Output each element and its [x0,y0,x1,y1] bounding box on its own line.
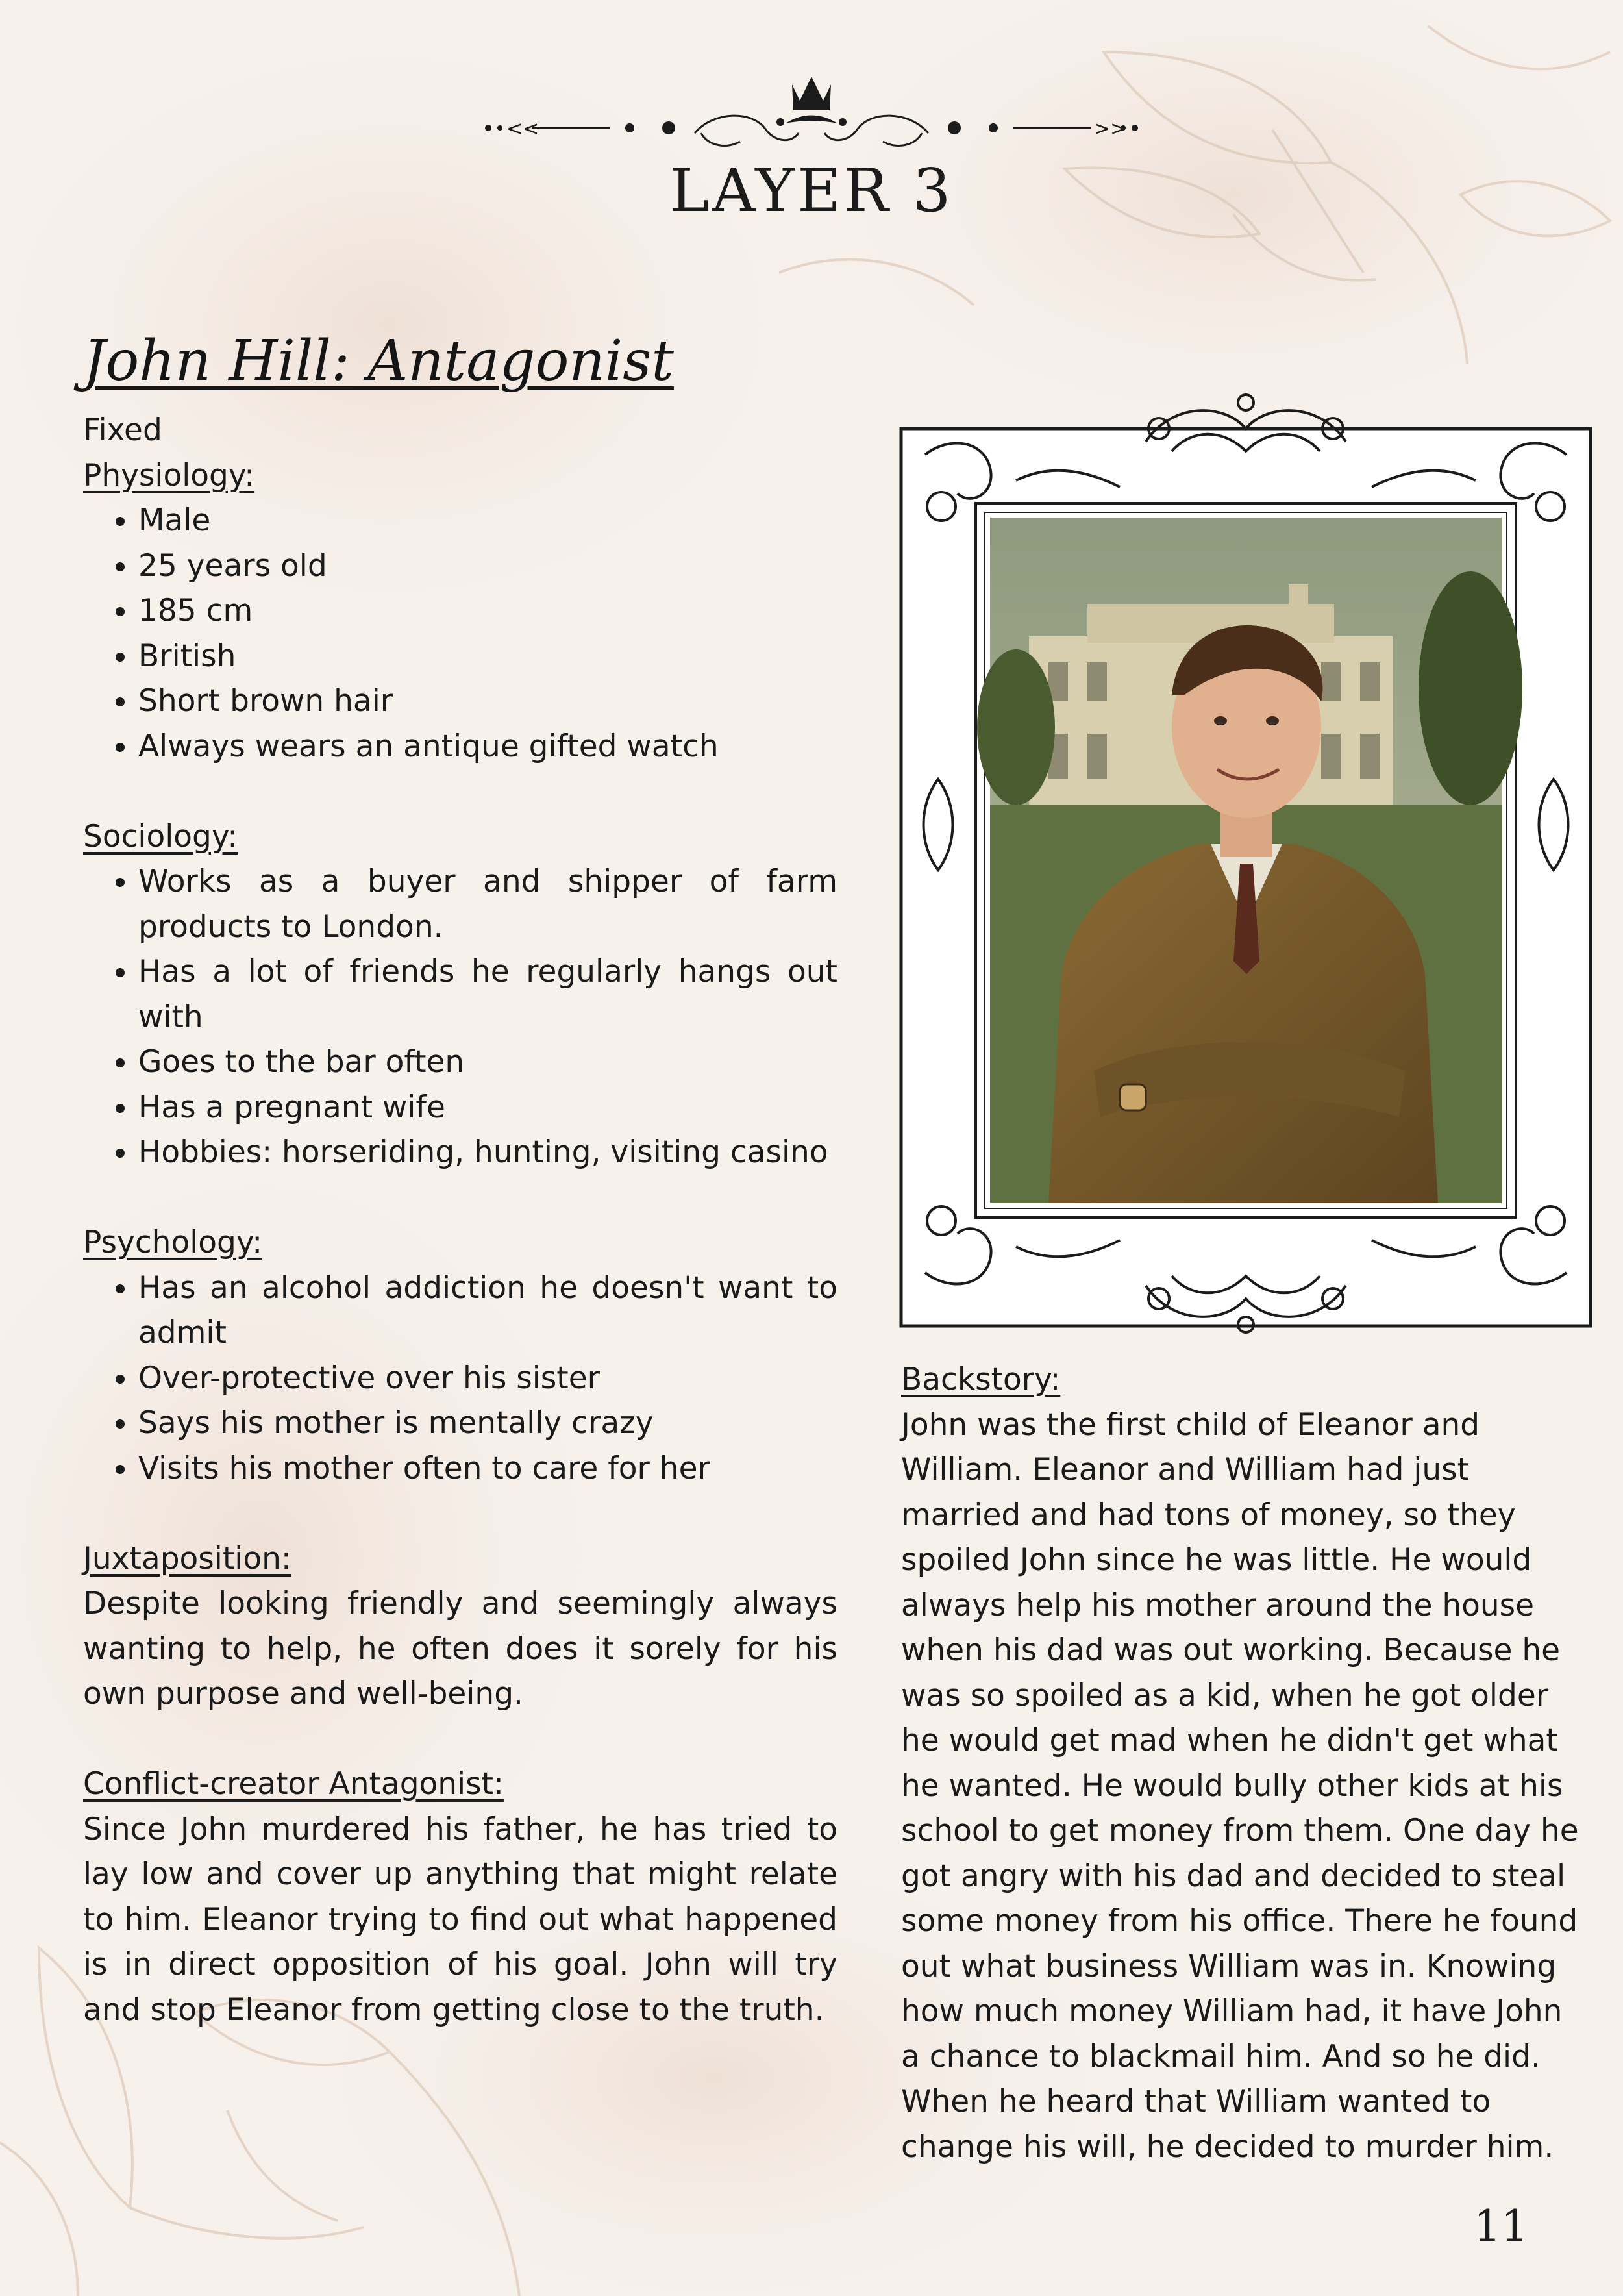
conflict-text: Since John murdered his father, he has tried to lay low and cover up anything that might relate to him. Eleanor trying to find out what happened is in direct opposition of his goal. John will try and stop Eleanor from getting close to the truth. [83,1811,837,2028]
physiology-heading: Physiology: [83,457,255,493]
character-profile [83,408,837,2032]
list-item: • 185 cm [138,588,837,634]
psychology-heading: Psychology: [83,1225,263,1260]
layer-title: LAYER 3 [669,156,954,225]
list-item: • Works as a buyer and shipper of farm products to London. [138,859,837,949]
list-item: • Visits his mother often to care for her [138,1446,837,1491]
backstory-heading: Backstory: [901,1362,1061,1397]
list-item: • Has an alcohol addiction he doesn't want to admit [138,1266,837,1356]
sociology-list [83,859,837,1175]
portrait-painting [977,518,1522,1203]
list-item: • 25 years old [138,543,837,589]
list-item: • Over-protective over his sister [138,1356,837,1401]
svg-text:>>: >> [1094,118,1127,140]
juxtaposition-heading: Juxtaposition: [83,1540,291,1577]
character-title: John Hill: Antagonist [83,329,674,393]
list-item: • Always wears an antique gifted watch [138,724,837,769]
portrait-frame [899,390,1592,1338]
conflict-heading: Conflict-creator Antagonist: [83,1766,504,1802]
top-ornament-icon [480,71,1143,156]
list-item: • Goes to the bar often [138,1040,837,1085]
list-item: • Short brown hair [138,679,837,724]
physiology-list [83,498,837,769]
character-status: Fixed [83,412,162,448]
list-item: • Says his mother is mentally crazy [138,1401,837,1446]
sociology-heading: Sociology: [83,818,238,855]
list-item: • Male [138,498,837,543]
list-item: • Has a pregnant wife [138,1085,837,1130]
psychology-list [83,1266,837,1491]
list-item: • Has a lot of friends he regularly hangs out with [138,949,837,1040]
svg-text:<<: << [506,118,539,140]
list-item: • British [138,634,837,679]
list-item: • Hobbies: horseriding, hunting, visiting casino [138,1130,837,1175]
juxtaposition-text: Despite looking friendly and seemingly always wanting to help, he often does it sorely for his own purpose and well-being. [83,1586,837,1712]
page-number: 11 [1474,2201,1528,2251]
backstory-text: John was the first child of Eleanor and William. Eleanor and William had just married and had tons of money, so they spoiled John since he was little. He would always help his mother around the house when his dad was out working. Because he was so spoiled as a kid, when he got older he would get mad when he didn't get what he wanted. He would bully other kids at his school to get money from them. One day he got angry with his dad and decided to steal some money from his office. There he found out what business William was in. Knowing how much money William had, it have John a chance to blackmail him. And so he did. When he heard that William wanted to change his will, he decided to murder him. [901,1406,1579,2165]
backstory-section [901,1357,1591,2169]
